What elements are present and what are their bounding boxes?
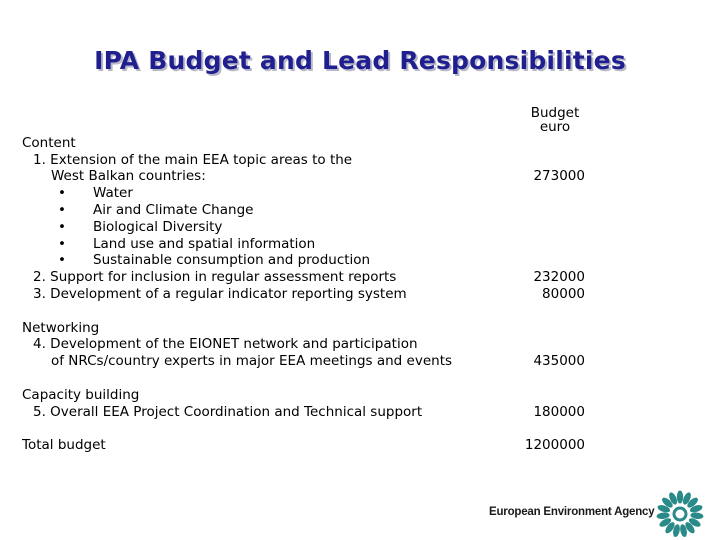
bullet-dot: •: [58, 202, 66, 218]
bullet-dot: •: [58, 219, 66, 235]
total-label: Total budget: [22, 437, 106, 453]
item5: 5. Overall EEA Project Coordination and Technical support: [33, 404, 423, 420]
item3: 3. Development of a regular indicator reporting system: [33, 286, 407, 302]
bullet-dot: •: [58, 236, 66, 252]
page-title: IPA Budget and Lead Responsibilities: [94, 46, 626, 75]
content-heading: Content: [22, 135, 76, 151]
bullet-dot: •: [58, 185, 66, 201]
bullet-land-use: Land use and spatial information: [93, 236, 316, 252]
item4-line2: of NRCs/country experts in major EEA meetings and events: [51, 353, 453, 369]
budget-header-line2: euro: [539, 119, 571, 135]
eea-logo-icon: [656, 490, 704, 538]
item1-line2: West Balkan countries:: [51, 168, 206, 184]
eea-logo-text: European Environment Agency: [489, 506, 655, 518]
item4-line1: 4. Development of the EIONET network and participation: [33, 336, 418, 352]
bullet-dot: •: [58, 252, 66, 268]
bullet-air-climate: Air and Climate Change: [93, 202, 254, 218]
item1-line1: 1. Extension of the main EEA topic areas to the: [33, 152, 353, 168]
networking-heading: Networking: [22, 320, 100, 336]
amount-item1: 273000: [533, 168, 585, 184]
amount-item3: 80000: [542, 286, 585, 302]
amount-item4: 435000: [533, 353, 585, 369]
bullet-sustainable: Sustainable consumption and production: [93, 252, 371, 268]
capacity-heading: Capacity building: [22, 387, 140, 403]
bullet-water: Water: [93, 185, 133, 201]
amount-total: 1200000: [524, 437, 585, 453]
bullet-biodiversity: Biological Diversity: [93, 219, 223, 235]
budget-header-line1: Budget: [530, 105, 580, 121]
amount-item2: 232000: [533, 269, 585, 285]
item2: 2. Support for inclusion in regular assessment reports: [33, 269, 397, 285]
amount-item5: 180000: [533, 404, 585, 420]
